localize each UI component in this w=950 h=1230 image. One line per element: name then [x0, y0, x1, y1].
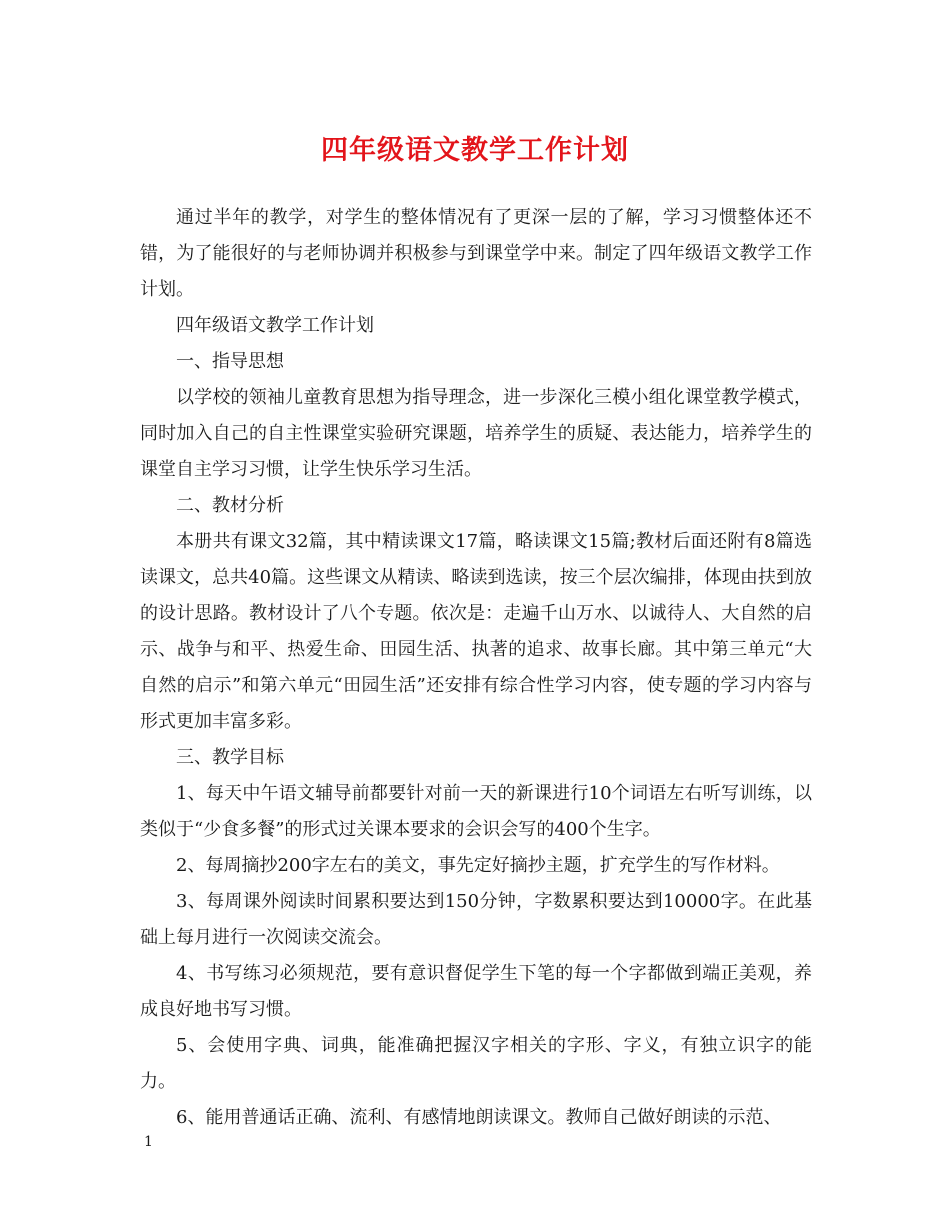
paragraph-subtitle: 四年级语文教学工作计划 — [176, 315, 374, 336]
goal-item-5: 5、会使用字典、词典，能准确把握汉字相关的字形、字义，有独立识字的能力。 — [140, 1035, 812, 1092]
page-number: 1 — [144, 1134, 153, 1150]
paragraph-textbook-analysis: 本册共有课文32篇，其中精读课文17篇，略读课文15篇;教材后面还附有8篇选读课文，总共40篇。这些课文从精读、略读到选读，按三个层次编排，体现由扶到放的设计思路。教材设计了八个专题。依次是：走遍千山万水、以诚待人、大自然的启示、战争与和平、热爱生命、田园生活、执著的追求、故事长廊。其中第三单元“大自然的启示”和第六单元“田园生活”还安排有综合性学习内容，使专题的学习内容与形式更加丰富多彩。 — [140, 531, 812, 732]
goal-item-4: 4、书写练习必须规范，要有意识督促学生下笔的每一个字都做到端正美观，养成良好地书写习惯。 — [140, 963, 812, 1020]
paragraph-intro: 通过半年的教学，对学生的整体情况有了更深一层的了解，学习习惯整体还不错，为了能很好的与老师协调并积极参与到课堂学中来。制定了四年级语文教学工作计划。 — [140, 207, 812, 300]
section-heading-teaching-goals: 三、教学目标 — [176, 747, 284, 768]
document-title: 四年级语文教学工作计划 — [321, 135, 629, 166]
goal-item-3: 3、每周课外阅读时间累积要达到150分钟，字数累积要达到10000字。在此基础上每月进行一次阅读交流会。 — [140, 891, 812, 948]
section-heading-textbook-analysis: 二、教材分析 — [176, 495, 284, 516]
goal-item-6: 6、能用普通话正确、流利、有感情地朗读课文。教师自己做好朗读的示范、 — [176, 1107, 782, 1128]
document-body — [140, 200, 812, 1136]
goal-item-2: 2、每周摘抄200字左右的美文，事先定好摘抄主题，扩充学生的写作材料。 — [176, 855, 780, 876]
paragraph-guiding-ideas: 以学校的领袖儿童教育思想为指导理念，进一步深化三模小组化课堂教学模式，同时加入自己的自主性课堂实验研究课题，培养学生的质疑、表达能力，培养学生的课堂自主学习习惯，让学生快乐学习生活。 — [140, 387, 812, 480]
section-heading-guiding-ideas: 一、指导思想 — [176, 351, 284, 372]
goal-item-1: 1、每天中午语文辅导前都要针对前一天的新课进行10个词语左右听写训练，以类似于“少食多餐”的形式过关课本要求的会识会写的400个生字。 — [140, 783, 812, 840]
